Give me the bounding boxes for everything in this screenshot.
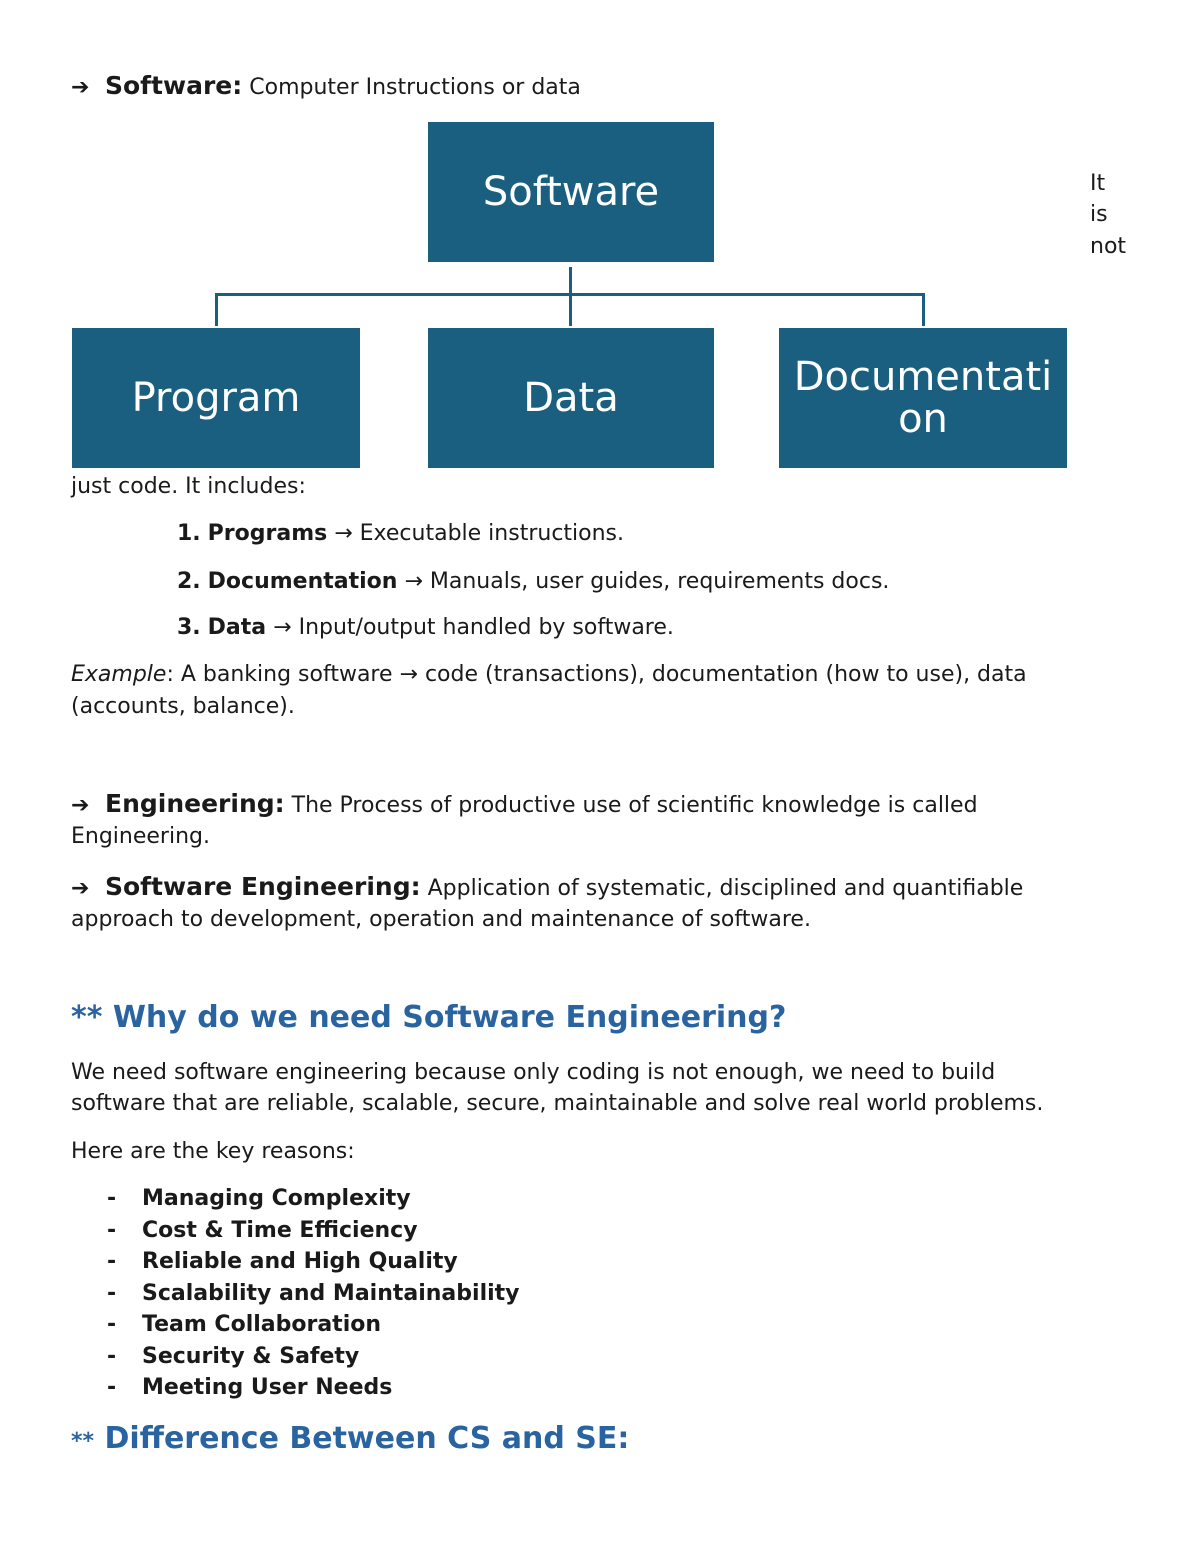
dash-bullet: - xyxy=(107,1343,117,1369)
dash-bullet: - xyxy=(107,1249,117,1274)
dash-bullet: - xyxy=(107,1312,117,1337)
item-number: 3. xyxy=(177,615,201,640)
diagram-child-label: Program xyxy=(131,375,301,421)
reason-text: Meeting User Needs xyxy=(142,1375,393,1400)
numbered-item xyxy=(177,518,624,550)
reason-text: Cost & Time Efficiency xyxy=(142,1217,418,1243)
software-definition-text: Computer Instructions or data xyxy=(242,75,581,100)
example-label: Example xyxy=(71,662,167,687)
item-number: 1. xyxy=(177,521,201,546)
reason-text: Managing Complexity xyxy=(142,1186,411,1211)
example-line-2: (accounts, balance). xyxy=(71,694,295,719)
numbered-item xyxy=(177,566,889,598)
list-item xyxy=(107,1309,520,1341)
side-word: is xyxy=(1090,202,1108,227)
item-term: Documentation xyxy=(207,569,398,594)
list-item xyxy=(107,1183,520,1215)
connector-root xyxy=(569,267,572,295)
diagram-child-label: Documentati on xyxy=(793,354,1053,442)
arrow-icon: ➔ xyxy=(71,793,90,818)
reasons-list xyxy=(107,1183,520,1404)
item-text: → Input/output handled by software. xyxy=(266,615,674,640)
heading-stars: ** xyxy=(71,1429,95,1454)
diagram-child-box-program xyxy=(72,328,360,468)
list-item xyxy=(107,1215,520,1247)
why-paragraph-line-2: software that are reliable, scalable, secure, maintainable and solve real world problems. xyxy=(71,1091,1044,1116)
diagram-root-box xyxy=(428,122,714,262)
side-word: not xyxy=(1090,234,1127,259)
reason-text: Security & Safety xyxy=(142,1343,360,1369)
diagram-root-label: Software xyxy=(482,169,660,215)
reasons-intro: Here are the key reasons: xyxy=(71,1139,355,1164)
diagram-child-label: Data xyxy=(523,375,619,421)
arrow-icon: ➔ xyxy=(71,75,90,100)
dash-bullet: - xyxy=(107,1375,117,1400)
engineering-text: The Process of productive use of scientific knowledge is called xyxy=(284,793,978,818)
example-text: : A banking software → code (transactions), documentation (how to use), data xyxy=(166,662,1027,687)
reason-text: Reliable and High Quality xyxy=(142,1249,458,1274)
item-term: Data xyxy=(207,615,267,640)
item-term: Programs xyxy=(207,521,328,546)
heading-text: Why do we need Software Engineering? xyxy=(102,1000,787,1035)
software-term: Software: xyxy=(105,71,243,100)
heading-stars: ** xyxy=(71,1000,103,1035)
arrow-icon: ➔ xyxy=(71,876,90,901)
side-word: It xyxy=(1090,171,1106,196)
dash-bullet: - xyxy=(107,1280,117,1306)
connector-left xyxy=(215,293,218,326)
connector-right xyxy=(922,293,925,326)
difference-heading xyxy=(71,1421,629,1456)
engineering-line-2: Engineering. xyxy=(71,824,210,849)
continuation-text: just code. It includes: xyxy=(71,474,306,499)
why-paragraph-line-1: We need software engineering because only coding is not enough, we need to build xyxy=(71,1060,996,1085)
list-item xyxy=(107,1341,520,1373)
dash-bullet: - xyxy=(107,1186,117,1211)
item-text: → Manuals, user guides, requirements docs. xyxy=(397,569,890,594)
list-item xyxy=(107,1372,520,1404)
list-item xyxy=(107,1278,520,1310)
engineering-term: Engineering: xyxy=(105,789,285,818)
software-definition xyxy=(71,70,581,104)
diagram-child-box-data xyxy=(428,328,714,468)
software-engineering-term: Software Engineering: xyxy=(105,872,421,901)
connector-middle xyxy=(569,293,572,326)
engineering-definition xyxy=(71,788,978,822)
example-line-1 xyxy=(71,659,1027,691)
why-heading xyxy=(71,1000,786,1035)
software-engineering-definition xyxy=(71,871,1023,905)
numbered-item xyxy=(177,612,674,644)
heading-text: Difference Between CS and SE: xyxy=(94,1421,630,1456)
diagram-child-box-documentation xyxy=(779,328,1067,468)
item-text: → Executable instructions. xyxy=(327,521,625,546)
list-item xyxy=(107,1246,520,1278)
dash-bullet: - xyxy=(107,1217,117,1243)
reason-text: Scalability and Maintainability xyxy=(142,1280,520,1306)
reason-text: Team Collaboration xyxy=(142,1312,382,1337)
software-engineering-text: Application of systematic, disciplined and quantifiable xyxy=(420,876,1024,901)
software-engineering-line-2: approach to development, operation and maintenance of software. xyxy=(71,907,811,932)
item-number: 2. xyxy=(177,569,201,594)
